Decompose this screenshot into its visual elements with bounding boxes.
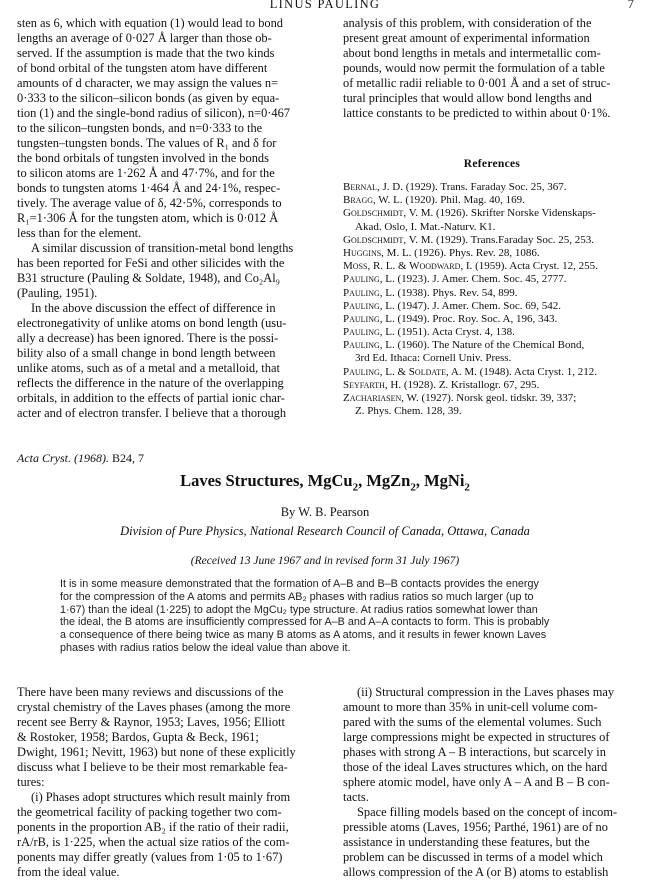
reference-author: Goldschmidt, V. M. xyxy=(343,233,434,246)
text-line: crystal chemistry of the Laves phases (among the more xyxy=(17,700,291,714)
references-list xyxy=(343,181,643,418)
reference-detail: (1959). Acta Cryst. 12, 255. xyxy=(472,260,598,273)
received-dates: (Received 13 June 1967 and in revised form 31 July 1967) xyxy=(190,555,460,567)
reference-detail: (1951). Acta Cryst. 4, 138. xyxy=(394,326,515,339)
text-line: Space filling models based on the concept of incom- xyxy=(357,805,618,819)
text-line: assistance in understanding these features, but the xyxy=(343,835,590,849)
reference-entry xyxy=(343,221,643,234)
reference-detail: (1947). J. Amer. Chem. Soc. 69, 542. xyxy=(394,299,561,312)
reference-entry xyxy=(343,352,643,365)
reference-entry xyxy=(343,181,643,194)
text-line: present great amount of experimental information xyxy=(343,31,590,45)
abstract-line: 1·67) than the ideal (1·225) to adopt the MgCu₂ type structure. At radius ratios somewhat lower than xyxy=(60,603,538,616)
abstract-line: a consequence of there being twice as many B atoms as A atoms, and it results in fewer known Laves xyxy=(60,629,547,642)
text-line: of bond orbital of the tungsten atom have different xyxy=(17,61,268,75)
text-line: pared with the sums of the elemental volumes. Such xyxy=(343,715,602,729)
text-line: to the silicon–tungsten bonds, and n=0·333 to the xyxy=(17,121,263,135)
text-line: tively. The average value of δ, 42·5%, corresponds to xyxy=(17,196,282,210)
reference-detail: (1949). Proc. Roy. Soc. A, 196, 343. xyxy=(394,312,558,325)
reference-detail: (1927). Norsk geol. tidskr. 39, 337; xyxy=(418,392,577,404)
abstract-line: It is in some measure demonstrated that the formation of A–B and B–B contacts provides the energy xyxy=(60,578,539,590)
text-line: less than for the element. xyxy=(17,226,142,240)
reference-detail: (1928). Z. Kristallogr. 67, 295. xyxy=(401,378,540,391)
references-heading: References xyxy=(463,158,521,170)
text-line: tures: xyxy=(17,775,45,789)
text-line: A similar discussion of transition-metal bond lengths xyxy=(31,241,294,255)
abstract-line: for the compression of the A atoms and permits AB₂ phases with radius ratios so much larger (up to xyxy=(60,590,534,603)
text-line: about bond lengths in metals and intermetallic com- xyxy=(343,46,601,60)
text-line: electronegativity of unlike atoms on bond length (usu- xyxy=(17,316,287,330)
reference-entry xyxy=(343,339,643,352)
text-line: Dwight, 1961; Nevitt, 1963) but none of these explicitly xyxy=(17,745,296,759)
text-line: bility also of a small change in bond length between xyxy=(17,346,276,360)
article-title: Laves Structures, MgCu$_2$, MgZn$_2$, MgNi$_2$ xyxy=(180,471,470,494)
journal-citation: Acta Cryst. (1968). xyxy=(17,451,109,465)
reference-entry xyxy=(343,300,643,313)
reference-author: Pauling, L. & Soldate, A. M. xyxy=(343,365,477,378)
text-line: large compressions might be expected in structures of xyxy=(343,730,610,744)
text-line: sphere atomic model, have only A – A and B – B con- xyxy=(343,775,610,789)
page-number: 7 xyxy=(627,0,634,11)
reference-author: Pauling, L. xyxy=(343,312,395,325)
text-line: the geometrical facility of packing together two com- xyxy=(17,805,282,819)
text-line: allows compression of the A (or B) atoms to establish xyxy=(343,865,609,879)
reference-entry xyxy=(343,273,643,286)
reference-entry xyxy=(343,260,643,273)
text-line: lattice constants to be predicted to within about 0·1%. xyxy=(343,106,611,120)
reference-author: Bragg, W. L. xyxy=(343,194,403,207)
text-line: of metallic radii reliable to 0·001 Å and a set of struc- xyxy=(343,76,611,90)
reference-author: Zachariasen, W. xyxy=(343,392,419,404)
text-line: orbitals, in addition to the effects of partial ionic char- xyxy=(17,391,285,405)
reference-author: Pauling, L. xyxy=(343,339,395,352)
top-right-column xyxy=(343,16,641,121)
reference-author: Goldschmidt, V. M. xyxy=(343,207,434,220)
text-line: problem can be discussed in terms of a model which xyxy=(343,850,603,864)
running-title: LINUS PAULING xyxy=(269,0,381,11)
text-line: ponents may differ greatly (values from 1·05 to 1·67) xyxy=(17,850,283,864)
text-line: recent see Berry & Raynor, 1953; Laves, 1956; Elliott xyxy=(17,715,285,729)
reference-detail: (1929). Trans.Faraday Soc. 25, 253. xyxy=(433,233,594,246)
text-line: & Rostoker, 1958; Bardos, Gupta & Beck, 1961; xyxy=(17,730,259,744)
text-line: (i) Phases adopt structures which result mainly from xyxy=(31,790,291,804)
article-affiliation: Division of Pure Physics, National Research Council of Canada, Ottawa, Canada xyxy=(120,524,530,538)
text-line: acter and of electron transfer. I believe that a thorough xyxy=(17,406,287,420)
text-line: reflects the difference in the nature of the overlapping xyxy=(17,376,284,390)
text-line: sten as 6, which with equation (1) would lead to bond xyxy=(17,16,284,30)
text-line: tural principles that would allow bond lengths and xyxy=(343,91,592,105)
reference-entry xyxy=(343,313,643,326)
reference-entry xyxy=(343,326,643,339)
reference-author: Seyfarth, H. xyxy=(343,378,402,391)
text-line: rA/rB, is 1·225, when the actual size ratios of the com- xyxy=(17,835,290,849)
reference-detail: (1926). Phys. Rev. 28, 1086. xyxy=(411,246,540,259)
reference-detail: (1926). Skrifter Norske Videnskaps- xyxy=(433,207,596,220)
reference-entry xyxy=(343,392,643,405)
reference-detail: (1920). Phil. Mag. 40, 169. xyxy=(402,194,525,207)
text-line: served. If the assumption is made that the two kinds xyxy=(17,46,275,60)
text-line: tacts. xyxy=(343,790,369,804)
text-line: (ii) Structural compression in the Laves phases may xyxy=(357,685,615,699)
reference-entry xyxy=(343,366,643,379)
text-line: pounds, would now permit the formulation of a table xyxy=(343,61,605,75)
text-line: R₁=1·306 Å for the tungsten atom, which is 0·012 Å xyxy=(17,211,279,225)
reference-author: Pauling, L. xyxy=(343,273,395,286)
text-line: ponents in the proportion AB₂ if the ratio of their radii, xyxy=(17,820,289,834)
abstract xyxy=(60,578,600,655)
reference-detail: (1948). Acta Cryst. 1, 212. xyxy=(476,365,597,378)
reference-author: Pauling, L. xyxy=(343,326,395,339)
reference-author: Huggins, M. L. xyxy=(343,246,412,259)
reference-entry xyxy=(343,405,643,418)
text-line: the bond orbitals of tungsten involved in the bonds xyxy=(17,151,269,165)
reference-entry xyxy=(343,207,643,220)
reference-detail: 3rd Ed. Ithaca: Cornell Univ. Press. xyxy=(355,352,512,365)
reference-entry xyxy=(343,194,643,207)
abstract-line: phases with radius ratios below the ideal value than above it. xyxy=(60,641,351,654)
text-line: from the ideal value. xyxy=(17,865,120,879)
article-author: By W. B. Pearson xyxy=(280,505,370,519)
text-line: unlike atoms, such as of a metal and a metalloid, that xyxy=(17,361,280,375)
text-line: bonds to tungsten atoms 1·464 Å and 24·1%, respec- xyxy=(17,181,281,195)
journal-volume-page: B24, 7 xyxy=(112,451,145,465)
top-left-column xyxy=(17,16,327,421)
reference-detail: (1923). J. Amer. Chem. Soc. 45, 2777. xyxy=(394,273,567,286)
reference-detail: (1938). Phys. Rev. 54, 899. xyxy=(394,286,518,299)
text-line: B31 structure (Pauling & Soldate, 1948), and Co₂Al₉ xyxy=(17,271,280,285)
running-header xyxy=(0,0,650,16)
text-line: phases with strong A – B interactions, but scarcely in xyxy=(343,745,606,759)
reference-author: Pauling, L. xyxy=(343,286,395,299)
reference-author: Moss, R. L. & Woodward, I. xyxy=(343,260,473,273)
text-line: pressible atoms (Laves, 1956; Parthé, 1961) are of no xyxy=(343,820,608,834)
text-line: In the above discussion the effect of difference in xyxy=(31,301,276,315)
text-line: tungsten–tungsten bonds. The values of R₁ and δ for xyxy=(17,136,277,150)
abstract-line: the ideal, the B atoms are insufficiently compressed for A–B and A–A contacts to form. This is probably xyxy=(60,616,550,629)
body-right-column xyxy=(343,685,641,880)
reference-entry xyxy=(343,234,643,247)
reference-detail: (1929). Trans. Faraday Soc. 25, 367. xyxy=(402,181,567,193)
journal-reference xyxy=(17,451,144,466)
text-line: to silicon atoms are 1·262 Å and 47·7%, and for the xyxy=(17,166,275,180)
body-left-column xyxy=(17,685,327,880)
text-line: lengths an average of 0·027 Å larger than those ob- xyxy=(17,31,272,45)
reference-entry xyxy=(343,379,643,392)
text-line: There have been many reviews and discussions of the xyxy=(17,685,284,699)
reference-detail: Z. Phys. Chem. 128, 39. xyxy=(355,405,462,418)
text-line: has been reported for FeSi and other silicides with the xyxy=(17,256,285,270)
text-line: 0·333 to the silicon–silicon bonds (as given by equa- xyxy=(17,91,280,105)
text-line: ally a decrease) has been ignored. There is the possi- xyxy=(17,331,279,345)
text-line: those of the ideal Laves structures which, on the hard xyxy=(343,760,608,774)
text-line: amount to more than 35% in unit-cell volume com- xyxy=(343,700,598,714)
text-line: tion (1) and the single-bond radius of silicon), n=0·467 xyxy=(17,106,290,120)
reference-detail: Akad. Oslo, I. Mat.-Naturv. K1. xyxy=(355,220,496,233)
text-line: discuss what I believe to be their most remarkable fea- xyxy=(17,760,288,774)
text-line: (Pauling, 1951). xyxy=(17,286,98,300)
reference-entry xyxy=(343,247,643,260)
reference-entry xyxy=(343,287,643,300)
reference-detail: (1960). The Nature of the Chemical Bond, xyxy=(394,339,585,352)
reference-author: Bernal, J. D. xyxy=(343,181,403,193)
reference-author: Pauling, L. xyxy=(343,299,395,312)
text-line: amounts of d character, we may assign the values n= xyxy=(17,76,279,90)
text-line: analysis of this problem, with consideration of the xyxy=(343,16,592,30)
